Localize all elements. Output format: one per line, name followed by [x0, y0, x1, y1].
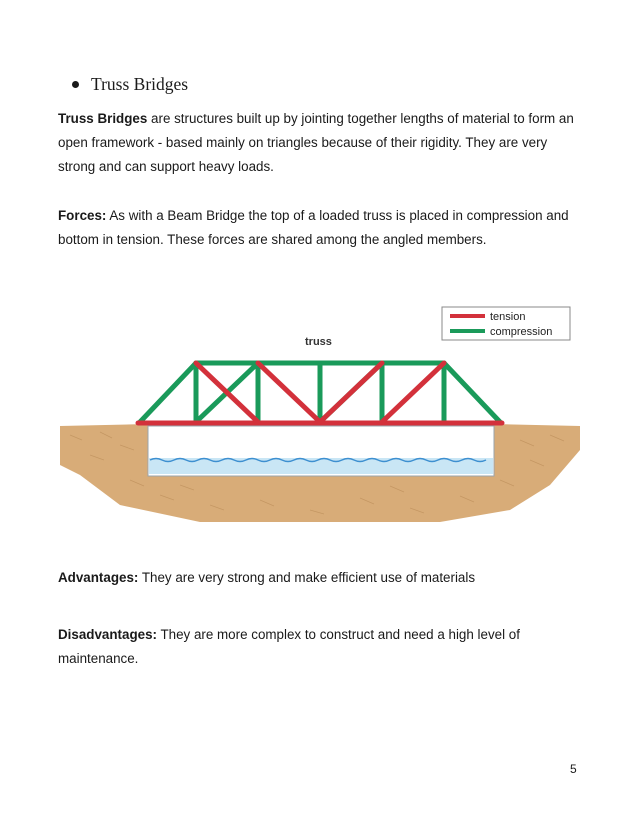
- intro-paragraph: [58, 107, 583, 179]
- advantages-label: Advantages:: [58, 570, 139, 585]
- advantages-text: They are very strong and make efficient use of materials: [138, 570, 476, 585]
- forces-paragraph: [58, 204, 583, 252]
- advantages-paragraph: [58, 566, 583, 590]
- bullet-icon: [72, 81, 79, 88]
- disadvantages-label: Disadvantages:: [58, 627, 157, 642]
- disadvantages-text: They are more complex to construct and need a high level of maintenance.: [58, 627, 520, 666]
- legend: [442, 307, 570, 340]
- forces-label: Forces:: [58, 208, 107, 223]
- heading-text: Truss Bridges: [91, 74, 189, 94]
- intro-label: Truss Bridges: [58, 111, 148, 126]
- truss-bridge-svg: [60, 300, 580, 530]
- page-number: 5: [570, 762, 577, 776]
- diagonal-t3: [320, 363, 382, 422]
- end-post-right: [444, 363, 500, 422]
- end-post-left: [140, 363, 196, 422]
- forces-text: As with a Beam Bridge the top of a loaded truss is placed in compression and bottom in tension. These forces are shared among the angled members.: [58, 208, 569, 247]
- compression-members: [140, 363, 500, 422]
- diagonal-t4: [382, 363, 444, 422]
- disadvantages-paragraph: [58, 623, 583, 671]
- legend-label-tension: tension: [490, 311, 526, 323]
- water: [149, 458, 493, 474]
- diagram-title: truss: [305, 336, 332, 348]
- legend-label-compression: compression: [490, 326, 553, 338]
- diagonal-t2: [258, 363, 320, 422]
- intro-text: are structures built up by jointing together lengths of material to form an open framework - based mainly on triangles because of their rigidity. They are very strong and can support heavy loads.: [58, 111, 574, 174]
- truss-bridge-diagram: [60, 300, 580, 530]
- section-heading: [72, 74, 188, 95]
